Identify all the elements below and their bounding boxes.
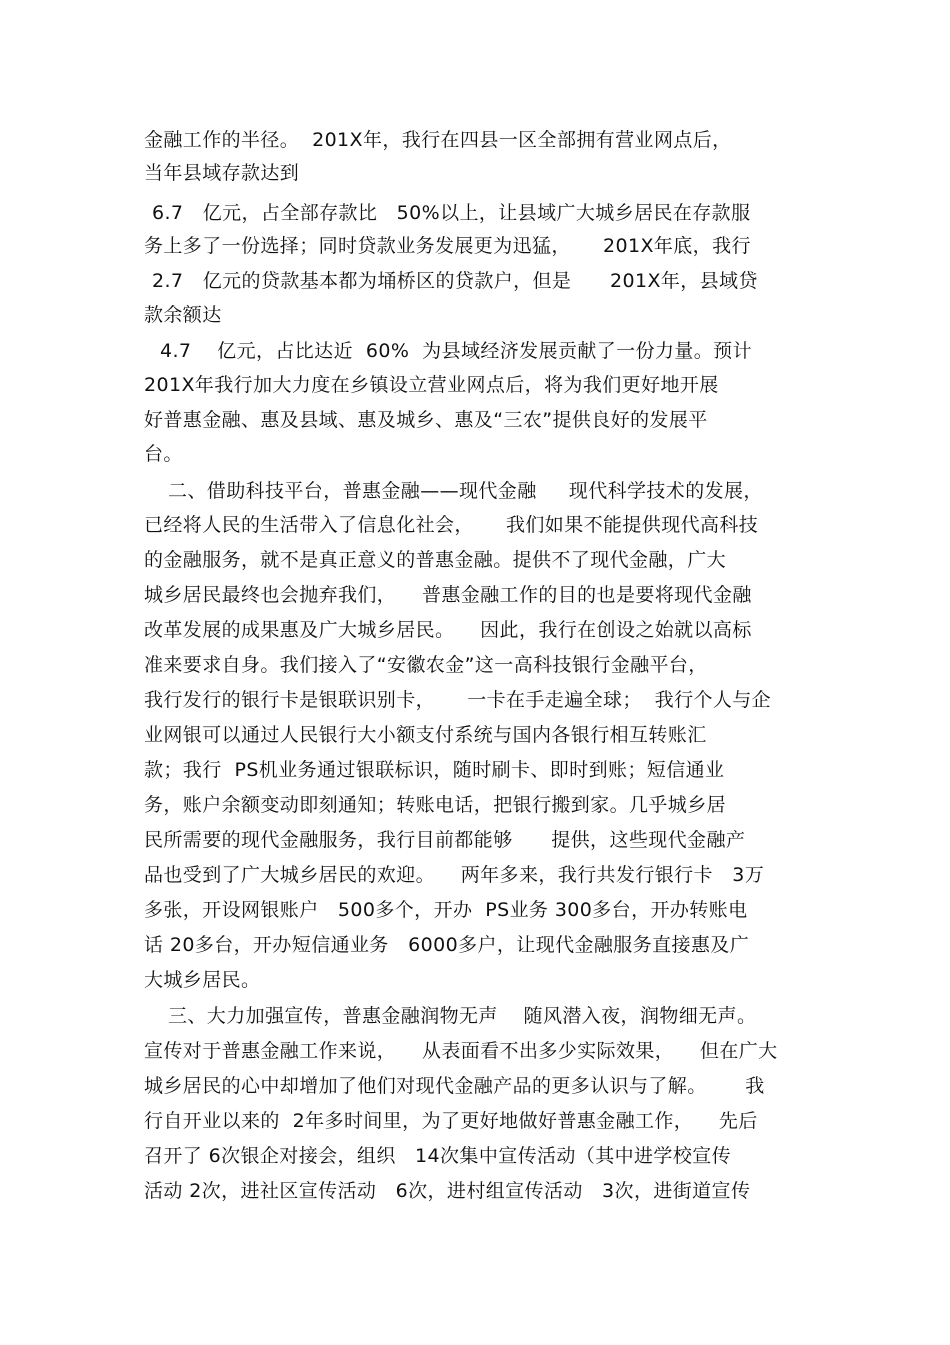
text-line: 活动 2次，进社区宣传活动 6次，进村组宣传活动 3次，进街道宣传	[144, 1180, 751, 1202]
text-line: 改革发展的成果惠及广大城乡居民。 因此，我行在创设之始就以高标	[144, 619, 752, 641]
text-line: 大城乡居民。	[144, 969, 261, 991]
text-line: 行自开业以来的 2年多时间里，为了更好地做好普惠金融工作， 先后	[144, 1110, 758, 1132]
text-line: 务，账户余额变动即刻通知；转账电话，把银行搬到家。几乎城乡居	[144, 794, 727, 816]
text-line: 6.7 亿元，占全部存款比 50%以上，让县域广大城乡居民在存款服	[152, 202, 751, 224]
text-line: 城乡居民的心中却增加了他们对现代金融产品的更多认识与了解。 我	[144, 1075, 765, 1097]
text-line: 话 20多台，开办短信通业务 6000多户，让现代金融服务直接惠及广	[144, 934, 750, 956]
text-line: 务上多了一份选择；同时贷款业务发展更为迅猛， 201X年底，我行	[144, 235, 751, 257]
text-line: 准来要求自身。我们接入了“安徽农金”这一高科技银行金融平台，	[144, 654, 708, 676]
text-line: 201X年我行加大力度在乡镇设立营业网点后，将为我们更好地开展	[144, 374, 719, 396]
text-line: 款余额达	[144, 304, 222, 326]
section-heading-line: 三、大力加强宣传，普惠金融润物无声 随风潜入夜，润物细无声。	[168, 1005, 757, 1027]
section-heading-line: 二、借助科技平台，普惠金融——现代金融 现代科学技术的发展，	[168, 480, 763, 502]
text-line: 我行发行的银行卡是银联识别卡， 一卡在手走遍全球； 我行个人与企	[144, 689, 772, 711]
text-line: 宣传对于普惠金融工作来说， 从表面看不出多少实际效果， 但在广大	[144, 1040, 778, 1062]
text-line: 的金融服务，就不是真正意义的普惠金融。提供不了现代金融，广大	[144, 549, 727, 571]
text-line: 2.7 亿元的贷款基本都为埇桥区的贷款户，但是 201X年，县域贷	[152, 270, 758, 292]
text-line: 4.7 亿元，占比达近 60% 为县域经济发展贡献了一份力量。预计	[160, 340, 752, 362]
text-line: 民所需要的现代金融服务，我行目前都能够 提供，这些现代金融产	[144, 829, 746, 851]
text-line: 品也受到了广大城乡居民的欢迎。 两年多来，我行共发行银行卡 3万	[144, 864, 765, 886]
text-line: 召开了 6次银企对接会，组织 14次集中宣传活动（其中进学校宣传	[144, 1145, 732, 1167]
text-line: 当年县域存款达到	[144, 162, 300, 184]
text-line: 台。	[144, 443, 183, 465]
text-line: 已经将人民的生活带入了信息化社会， 我们如果不能提供现代高科技	[144, 514, 759, 536]
text-line: 款；我行 PS机业务通过银联标识，随时刷卡、即时到账；短信通业	[144, 759, 725, 781]
text-line: 业网银可以通过人民银行大小额支付系统与国内各银行相互转账汇	[144, 724, 707, 746]
text-line: 城乡居民最终也会抛弃我们， 普惠金融工作的目的也是要将现代金融	[144, 584, 752, 606]
text-line: 好普惠金融、惠及县域、惠及城乡、惠及“三农”提供良好的发展平	[144, 409, 708, 431]
text-line: 多张，开设网银账户 500多个，开办 PS业务 300多台，开办转账电	[144, 899, 748, 921]
text-line: 金融工作的半径。 201X年，我行在四县一区全部拥有营业网点后，	[144, 129, 732, 151]
